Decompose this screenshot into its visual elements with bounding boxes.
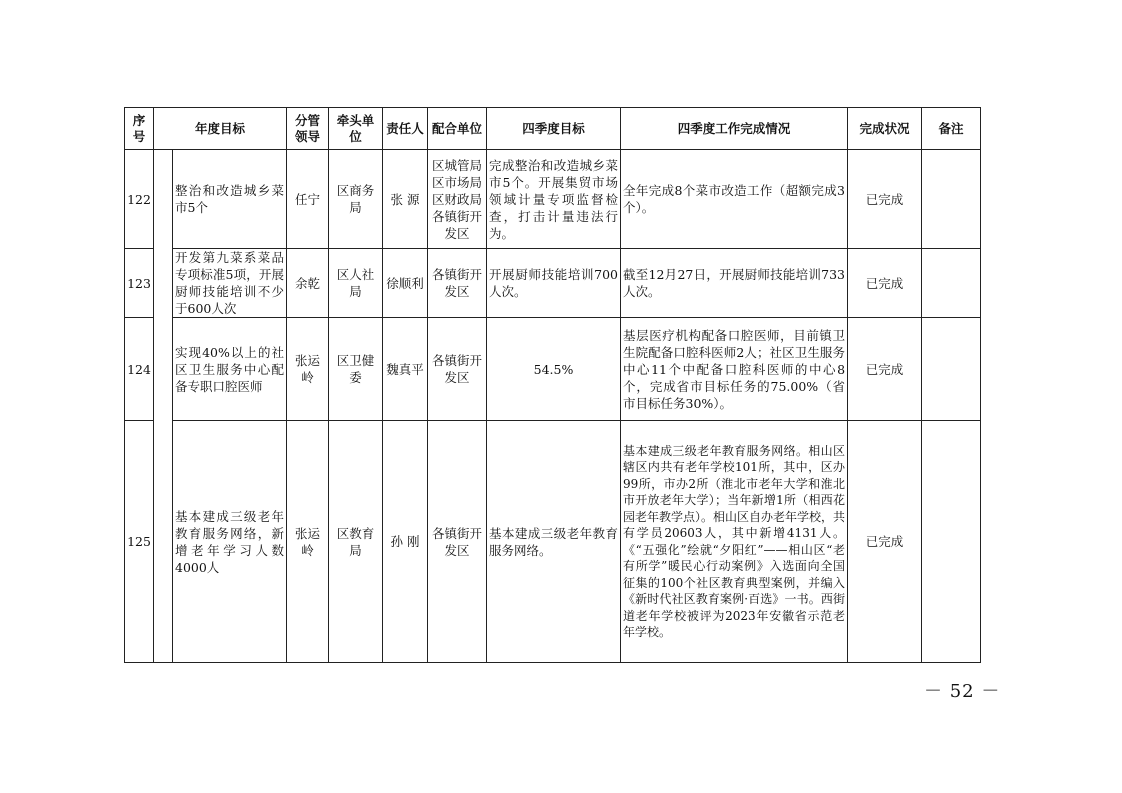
cell-status: 已完成: [848, 318, 922, 421]
header-q4-progress: 四季度工作完成情况: [621, 108, 848, 150]
table-row: [125, 421, 981, 663]
header-seq: 序号: [125, 108, 154, 150]
cell-lead-unit: 区人社局: [329, 249, 383, 318]
header-leader: 分管领导: [287, 108, 329, 150]
cell-coop-unit: 各镇街开发区: [428, 249, 487, 318]
header-lead-unit: 牵头单位: [329, 108, 383, 150]
cell-leader: 任宁: [287, 150, 329, 249]
cell-goal: 开发第九菜系菜品专项标准5项，开展厨师技能培训不少于600人次: [173, 249, 287, 318]
cell-coop-unit: 各镇街开发区: [428, 318, 487, 421]
cell-remark: [922, 318, 981, 421]
cell-responsible: 孙 刚: [383, 421, 428, 663]
table-row: [125, 150, 981, 249]
header-row: [125, 108, 981, 150]
header-goal: 年度目标: [154, 108, 287, 150]
header-responsible: 责任人: [383, 108, 428, 150]
cell-lead-unit: 区卫健委: [329, 318, 383, 421]
cell-leader: 张运岭: [287, 421, 329, 663]
cell-goal: 整治和改造城乡菜市5个: [173, 150, 287, 249]
cell-seq: 124: [125, 318, 154, 421]
cell-coop-unit: 区城管局区市场局区财政局各镇街开发区: [428, 150, 487, 249]
cell-seq: 122: [125, 150, 154, 249]
cell-lead-unit: 区商务局: [329, 150, 383, 249]
header-remark: 备注: [922, 108, 981, 150]
cell-q4-progress: 基本建成三级老年教育服务网络。相山区辖区内共有老年学校101所，其中，区办99所，市办2所（淮北市老年大学和淮北市开放老年大学）；当年新增1所（相西花园老年教学点）。相山区自办老年学校，共有学员20603人，其中新增4131人。《“五强化”绘就“夕阳红”——相山区“老有所学”暖民心行动案例》入选面向全国征集的100个社区教育典型案例，并编入《新时代社区教育案例·百选》一书。西街道老年学校被评为2023年安徽省示范老年学校。: [621, 421, 848, 663]
cell-q4-progress: 基层医疗机构配备口腔医师，目前镇卫生院配备口腔科医师2人；社区卫生服务中心11个中配备口腔科医师的中心8个，完成省市目标任务的75.00%（省市目标任务30%）。: [621, 318, 848, 421]
header-status: 完成状况: [848, 108, 922, 150]
category-spacer-cell: [154, 150, 173, 663]
cell-status: 已完成: [848, 249, 922, 318]
cell-q4-goal: 54.5%: [487, 318, 621, 421]
cell-goal: 实现40%以上的社区卫生服务中心配备专职口腔医师: [173, 318, 287, 421]
cell-seq: 123: [125, 249, 154, 318]
goals-table: [124, 107, 981, 663]
cell-status: 已完成: [848, 150, 922, 249]
header-q4-goal: 四季度目标: [487, 108, 621, 150]
table-row: [125, 318, 981, 421]
cell-q4-goal: 完成整治和改造城乡菜市5个。开展集贸市场领域计量专项监督检查，打击计量违法行为。: [487, 150, 621, 249]
cell-leader: 张运岭: [287, 318, 329, 421]
cell-responsible: 魏真平: [383, 318, 428, 421]
page-number: － 52 －: [924, 681, 1001, 702]
cell-q4-progress: 全年完成8个菜市改造工作（超额完成3个）。: [621, 150, 848, 249]
cell-lead-unit: 区教育局: [329, 421, 383, 663]
cell-goal: 基本建成三级老年教育服务网络，新增老年学习人数4000人: [173, 421, 287, 663]
cell-remark: [922, 249, 981, 318]
cell-leader: 余乾: [287, 249, 329, 318]
cell-responsible: 徐顺利: [383, 249, 428, 318]
cell-q4-goal: 基本建成三级老年教育服务网络。: [487, 421, 621, 663]
cell-q4-progress: 截至12月27日，开展厨师技能培训733人次。: [621, 249, 848, 318]
cell-coop-unit: 各镇街开发区: [428, 421, 487, 663]
cell-seq: 125: [125, 421, 154, 663]
cell-status: 已完成: [848, 421, 922, 663]
header-coop-unit: 配合单位: [428, 108, 487, 150]
cell-responsible: 张 源: [383, 150, 428, 249]
cell-q4-goal: 开展厨师技能培训700人次。: [487, 249, 621, 318]
cell-remark: [922, 421, 981, 663]
table-row: [125, 249, 981, 318]
cell-remark: [922, 150, 981, 249]
